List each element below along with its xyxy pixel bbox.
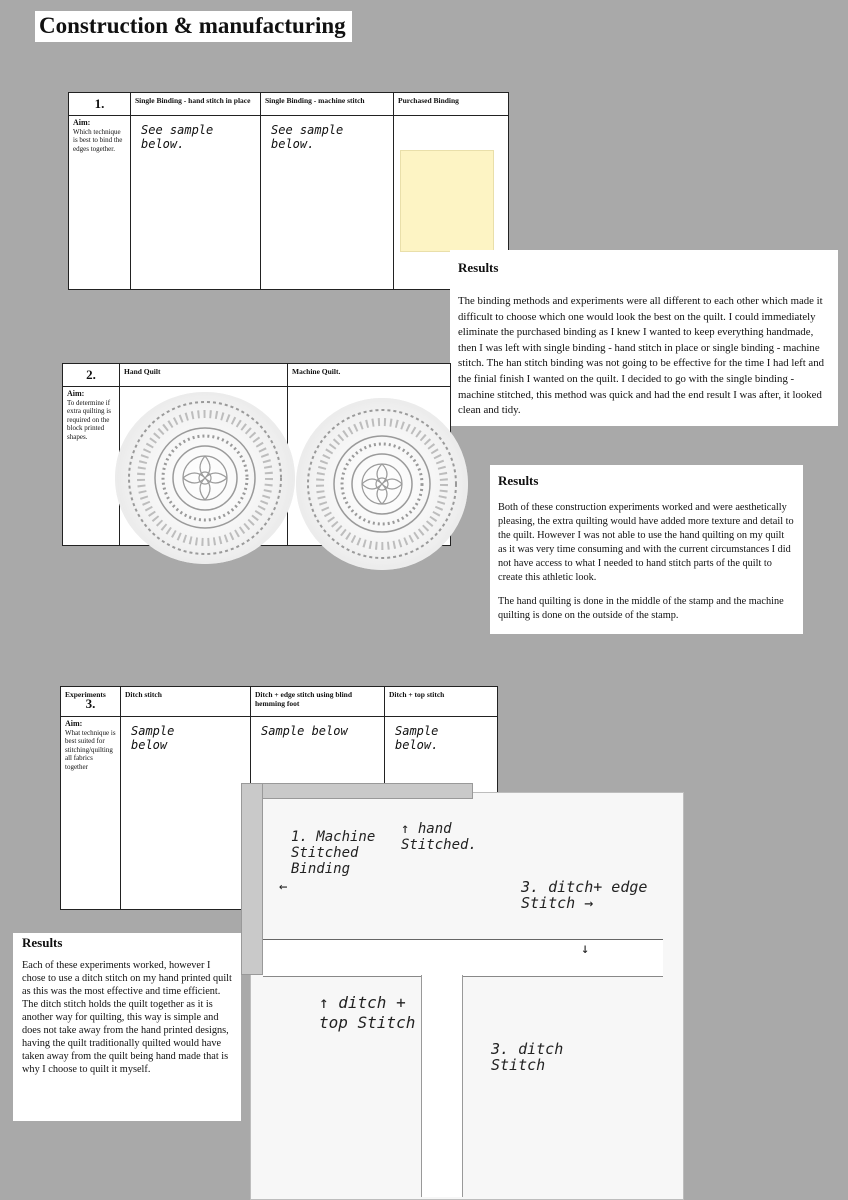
results-text: The ditch stitch holds the quilt together as it is another way for quilting, this way is simple and does not take away from the hand printed designs, having the quilt traditionally quilted would have taken away from the quilt being hand made that is why I choose to quilt it myself. xyxy=(22,999,229,1075)
binding-strip xyxy=(241,783,473,799)
experiment-number: 2. xyxy=(63,364,120,387)
column-header: Single Binding - machine stitch xyxy=(261,93,394,116)
machine-quilt-sample-image xyxy=(296,398,468,570)
sample-label: 3. ditch Stitch xyxy=(491,1040,564,1074)
sample-note: See sample below. xyxy=(271,123,344,151)
fabric-sample-image xyxy=(250,792,684,1200)
column-header: Ditch + top stitch xyxy=(385,687,498,717)
sample-note: Sample below xyxy=(131,724,175,752)
results-1-box xyxy=(450,250,838,426)
results-text: The hand quilting is done in the middle of the stamp and the machine quilting is done on the outside of the stamp. xyxy=(498,596,784,621)
fabric-band xyxy=(421,975,463,1197)
results-2-box xyxy=(490,465,803,634)
column-header: Hand Quilt xyxy=(120,364,288,387)
results-heading: Results xyxy=(458,260,499,275)
experiment-number: Experiments 3. xyxy=(61,687,121,717)
column-header: Single Binding - hand stitch in place xyxy=(131,93,261,116)
column-header: Purchased Binding xyxy=(394,93,509,116)
aim-cell xyxy=(61,717,121,910)
results-heading: Results xyxy=(498,473,539,488)
results-3-box xyxy=(13,933,241,1121)
sample-note: Sample below. xyxy=(395,724,439,752)
aim-label: Aim: xyxy=(73,118,91,127)
column-header: Ditch + edge stitch using blind hemming foot xyxy=(251,687,385,717)
sample-label: ↑ ditch + top Stitch xyxy=(319,993,416,1032)
aim-cell xyxy=(69,116,131,290)
page-title: Construction & manufacturing xyxy=(35,11,352,42)
experiments-label: Experiments xyxy=(65,690,106,699)
column-header: Machine Quilt. xyxy=(288,364,451,387)
results-heading: Results xyxy=(22,935,63,950)
sample-note-cell xyxy=(121,717,251,910)
binding-strip xyxy=(241,783,263,975)
purchased-binding-swatch xyxy=(400,150,494,252)
results-text: The binding methods and experiments were all different to each other which made it difficult to choose which one would look the best on the quilt. I could immediately eliminate the purchased binding as I knew I wanted to keep everything handmade, then I was left with single binding - hand stitch in place or single binding - machine stitch. The han stitch binding was not going to be effective for the time I had left and the finial finish I wanted on the quilt. I decided to go with the single binding - machine stitched, this method was quick and had the end result I was after, it looked clean and tidy. xyxy=(458,295,825,417)
column-header: Ditch stitch xyxy=(121,687,251,717)
sample-label: 1. Machine Stitched Binding xyxy=(291,829,376,877)
aim-cell xyxy=(63,387,120,546)
arrow-left-icon: ← xyxy=(279,879,288,895)
aim-text: To determine if extra quilting is required on the block printed shapes. xyxy=(67,398,111,441)
results-text: Each of these experiments worked, however I chose to use a ditch stitch on my hand printed quilt as this was the most effective and time efficient. xyxy=(22,960,232,997)
aim-text: Which technique is best to bind the edges together. xyxy=(73,127,123,153)
sample-label: ↑ hand Stitched. xyxy=(401,821,477,853)
arrow-down-icon: ↓ xyxy=(581,941,590,957)
sample-note: Sample below xyxy=(261,724,348,738)
sample-note-cell xyxy=(261,116,394,290)
hand-quilt-sample-image xyxy=(115,392,295,564)
experiment-number: 1. xyxy=(69,93,131,116)
sample-label: 3. ditch+ edge Stitch → xyxy=(521,878,648,912)
sample-note-cell xyxy=(131,116,261,290)
aim-text: What technique is best suited for stitching/quilting all fabrics together xyxy=(65,728,116,771)
sample-note: See sample below. xyxy=(141,123,214,151)
fabric-band xyxy=(263,939,663,977)
aim-label: Aim: xyxy=(65,719,83,728)
results-text: Both of these construction experiments worked and were aesthetically pleasing, the extra quilting would have added more texture and detail to the quilt. However I was not able to use the hand quilting on my quilt as it was very time consuming and with the current circumstances I did not have access to what I needed to hand stitch parts of the quilt to create this athletic look. xyxy=(498,502,794,583)
aim-label: Aim: xyxy=(67,389,85,398)
